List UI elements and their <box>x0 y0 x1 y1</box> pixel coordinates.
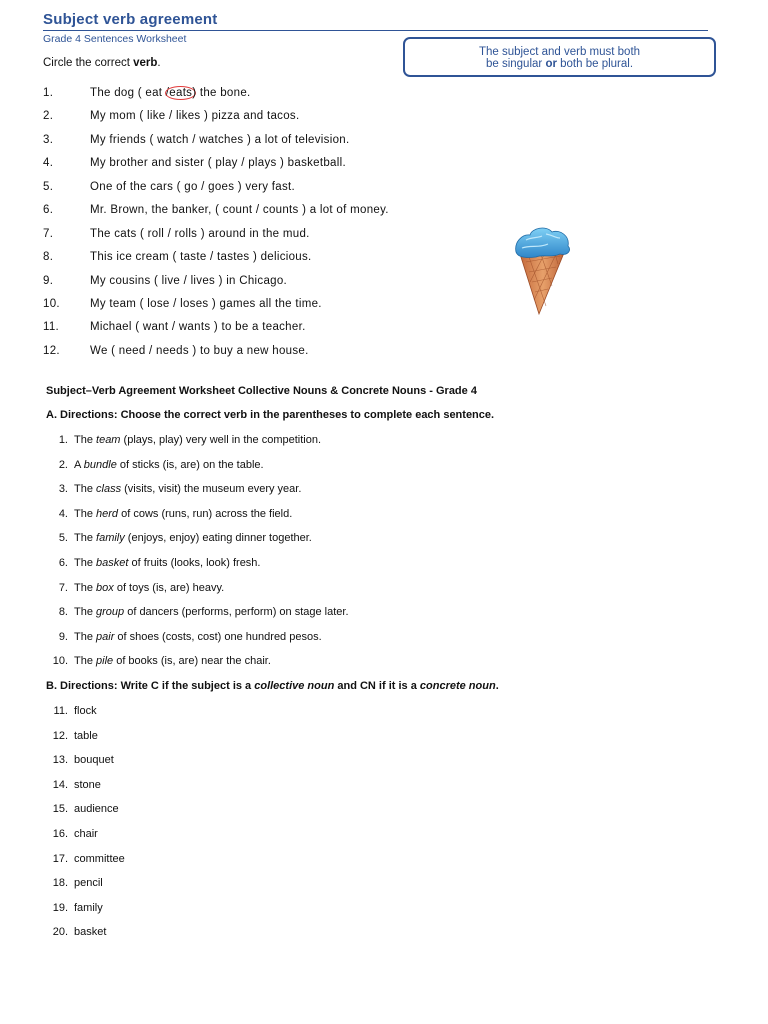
list-item <box>44 654 349 679</box>
sentence-text: We ( need / needs ) to buy a new house. <box>90 344 309 357</box>
title-underline <box>43 30 708 31</box>
sentence-start: The dog ( eat / <box>90 87 170 99</box>
sentence-text: My brother and sister ( play / plays ) basketball. <box>90 157 346 170</box>
list-item <box>44 630 349 655</box>
item-number: 11. <box>43 321 60 334</box>
part2-header: Subject–Verb Agreement Worksheet Collective Nouns & Concrete Nouns - Grade 4 <box>46 385 477 397</box>
rule-line-1: The subject and verb must both <box>478 46 641 58</box>
list-item <box>44 925 125 950</box>
noun-word: flock <box>74 705 97 717</box>
item-number: 5. <box>43 180 54 193</box>
sentence-text: One of the cars ( go / goes ) very fast. <box>90 180 296 193</box>
sentence-text: This ice cream ( taste / tastes ) delicious. <box>90 251 312 264</box>
directions-b-term-collective: collective noun <box>254 680 335 692</box>
noun-word: stone <box>74 778 101 791</box>
list-item <box>44 507 349 532</box>
item-number: 4. <box>58 507 68 520</box>
list-item <box>43 344 389 367</box>
item-number: 3. <box>58 483 68 496</box>
list-item <box>43 320 389 343</box>
item-number: 2. <box>58 458 68 471</box>
grammar-rule-box <box>403 37 716 77</box>
part-b-word-list <box>44 704 125 950</box>
sentence-start: The <box>74 483 97 496</box>
noun-word: committee <box>74 852 125 865</box>
instruction-end: . <box>157 57 161 69</box>
item-number: 7. <box>58 581 68 594</box>
rule-text: be singular <box>485 58 546 70</box>
sentence-end: of dancers (performs, perform) on stage later. <box>124 606 349 619</box>
sentence-start: The <box>74 606 97 619</box>
item-number: 1. <box>43 87 54 99</box>
rule-emphasis: or <box>545 58 557 70</box>
worksheet-title: Subject verb agreement <box>43 11 218 28</box>
sentence-text: My mom ( like / likes ) pizza and tacos. <box>90 110 300 123</box>
list-item <box>44 482 349 507</box>
list-item <box>43 297 389 320</box>
collective-noun: pair <box>96 630 115 643</box>
item-number: 1. <box>58 434 68 446</box>
sentence-end: ) the bone. <box>192 87 251 99</box>
list-item <box>43 86 389 109</box>
list-item <box>44 802 125 827</box>
sentence-text: My cousins ( live / lives ) in Chicago. <box>90 274 288 287</box>
item-number: 2. <box>43 110 54 123</box>
item-number: 14. <box>52 778 68 791</box>
directions-b-text-mid: and CN if it is a <box>334 680 420 692</box>
item-number: 6. <box>43 204 54 217</box>
sentence-text: My team ( lose / loses ) games all the time. <box>90 297 322 310</box>
item-number: 4. <box>43 157 54 170</box>
sentence-start: The <box>74 434 97 446</box>
sentence-start: The <box>74 507 97 520</box>
noun-word: pencil <box>74 877 103 890</box>
item-number: 10. <box>52 655 68 668</box>
item-number: 5. <box>58 532 68 545</box>
part1-instruction <box>43 57 161 69</box>
list-item <box>44 827 125 852</box>
list-item <box>44 704 125 729</box>
list-item <box>44 876 125 901</box>
directions-b-end: . <box>495 680 499 692</box>
noun-word: audience <box>74 803 119 816</box>
list-item <box>44 458 349 483</box>
sentence-start: The <box>74 581 97 594</box>
noun-word: basket <box>74 926 107 939</box>
list-item <box>43 203 389 226</box>
list-item <box>44 605 349 630</box>
noun-word: table <box>74 729 98 742</box>
directions-b-term-concrete: concrete noun <box>419 680 496 692</box>
item-number: 15. <box>52 803 68 816</box>
noun-word: bouquet <box>74 754 114 767</box>
collective-noun: team <box>96 434 121 446</box>
list-item <box>44 581 349 606</box>
sentence-end: of shoes (costs, cost) one hundred pesos. <box>114 630 322 643</box>
part-a-sentence-list <box>44 433 349 679</box>
instruction-bold: verb <box>133 57 158 69</box>
list-item <box>44 852 125 877</box>
item-number: 18. <box>52 877 68 890</box>
collective-noun: family <box>96 532 125 545</box>
ice-cream-cone-icon <box>512 224 574 316</box>
sentence-end: of books (is, are) near the chair. <box>113 655 271 668</box>
item-number: 19. <box>52 901 68 914</box>
directions-a: A. Directions: Choose the correct verb in the parentheses to complete each sentence. <box>46 409 495 421</box>
list-item <box>43 250 389 273</box>
list-item <box>43 274 389 297</box>
list-item <box>43 109 389 132</box>
sentence-text: Mr. Brown, the banker, ( count / counts ) a lot of money. <box>90 204 389 217</box>
sentence-start: The <box>74 630 97 643</box>
sentence-text: The cats ( roll / rolls ) around in the mud. <box>90 227 310 240</box>
item-number: 20. <box>52 926 68 939</box>
item-number: 17. <box>52 852 68 865</box>
collective-noun: pile <box>96 655 114 668</box>
worksheet-subtitle: Grade 4 Sentences Worksheet <box>43 33 187 45</box>
collective-noun: class <box>96 483 122 496</box>
collective-noun: basket <box>96 556 129 569</box>
item-number: 12. <box>43 344 60 357</box>
list-item <box>44 901 125 926</box>
item-number: 9. <box>43 274 54 287</box>
list-item <box>44 729 125 754</box>
directions-b <box>46 680 499 692</box>
item-number: 12. <box>52 729 68 742</box>
sentence-end: (enjoys, enjoy) eating dinner together. <box>124 532 312 545</box>
collective-noun: box <box>96 581 114 594</box>
list-item <box>44 778 125 803</box>
list-item <box>43 180 389 203</box>
list-item <box>44 433 349 458</box>
rule-line-2 <box>405 58 714 70</box>
item-number: 6. <box>58 556 68 569</box>
sentence-text: My friends ( watch / watches ) a lot of television. <box>90 133 350 146</box>
list-item <box>43 227 389 250</box>
item-number: 3. <box>43 133 54 146</box>
sentence-text: Michael ( want / wants ) to be a teacher. <box>90 321 306 334</box>
noun-word: chair <box>74 827 98 840</box>
item-number: 10. <box>43 297 60 310</box>
sentence-start: The <box>74 532 97 545</box>
sentence-end: of cows (runs, run) across the field. <box>118 507 293 520</box>
sentence-end: (visits, visit) the museum every year. <box>121 483 302 496</box>
circled-answer[interactable]: eats <box>165 86 196 100</box>
sentence-start: The <box>74 655 97 668</box>
noun-word: family <box>74 901 103 914</box>
item-number: 13. <box>52 754 68 767</box>
list-item <box>44 753 125 778</box>
sentence-end: of sticks (is, are) on the table. <box>116 458 264 471</box>
sentence-end: of toys (is, are) heavy. <box>113 581 225 594</box>
rule-text-end: both be plural. <box>556 58 634 70</box>
sentence-start: A <box>74 458 84 471</box>
collective-noun: bundle <box>83 458 117 471</box>
list-item <box>43 133 389 156</box>
collective-noun: herd <box>96 507 119 520</box>
item-number: 8. <box>43 251 54 264</box>
sentence-end: of fruits (looks, look) fresh. <box>128 556 261 569</box>
instruction-text: Circle the correct <box>43 57 134 69</box>
item-number: 11. <box>53 705 68 717</box>
collective-noun: group <box>96 606 125 619</box>
item-number: 9. <box>58 630 68 643</box>
part1-sentence-list <box>43 86 389 367</box>
item-number: 8. <box>58 606 68 619</box>
directions-b-text: B. Directions: Write C if the subject is a <box>46 680 255 692</box>
sentence-end: (plays, play) very well in the competition. <box>120 434 322 446</box>
list-item <box>44 556 349 581</box>
item-number: 16. <box>52 827 68 840</box>
list-item <box>44 531 349 556</box>
list-item <box>43 156 389 179</box>
sentence-start: The <box>74 556 97 569</box>
item-number: 7. <box>43 227 54 240</box>
